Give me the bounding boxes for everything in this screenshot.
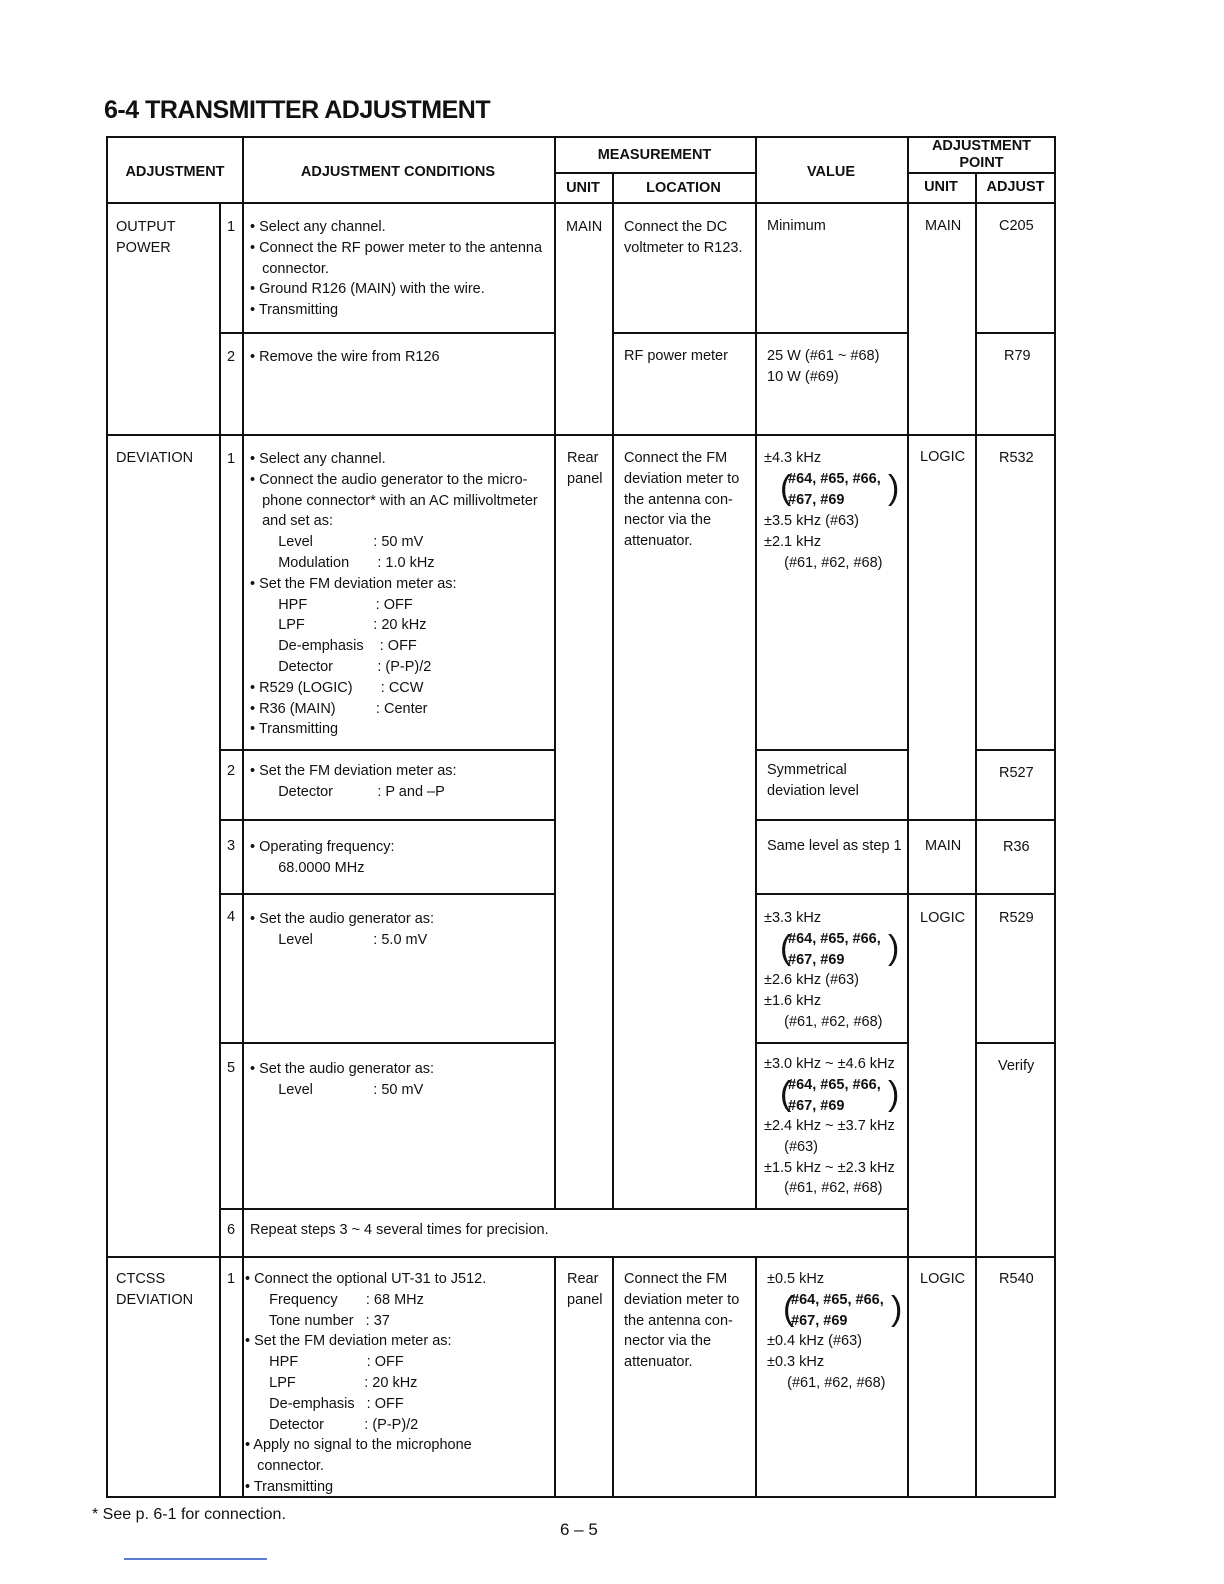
measurement-location: RF power meter [624, 348, 728, 364]
target-value: ±3.5 kHz (#63) ±2.1 kHz (#61, #62, #68) [764, 513, 883, 571]
scan-artifact-line [124, 1558, 267, 1560]
adjust-point: Verify [998, 1058, 1035, 1074]
step-number: 1 [227, 1271, 236, 1287]
grid-line [219, 332, 554, 334]
target-value: ±2.6 kHz (#63) ±1.6 kHz (#61, #62, #68) [764, 972, 883, 1030]
adjust-point: C205 [999, 218, 1034, 234]
adjustment-conditions: • Set the FM deviation meter as: Detector : P and –P [250, 763, 457, 800]
header-adjustment-point: ADJUSTMENT [931, 138, 1032, 154]
target-value: ±0.4 kHz (#63) ±0.3 kHz (#61, #62, #68) [767, 1333, 886, 1391]
grid-line [242, 138, 244, 1498]
grid-line [219, 204, 221, 1498]
footnote: * See p. 6-1 for connection. [92, 1506, 286, 1523]
adjustment-conditions: • Remove the wire from R126 [250, 349, 440, 365]
grid-line [907, 138, 909, 1498]
step-number: 2 [227, 763, 236, 779]
header-location: LOCATION [646, 180, 721, 196]
adjust-unit: MAIN [925, 838, 962, 854]
header-adjust: ADJUST [986, 179, 1045, 195]
step-number: 1 [227, 451, 236, 467]
model-list: #64, #65, #66, #67, #69 [788, 931, 881, 968]
brace-left: ( [783, 1290, 795, 1328]
adjust-point: R36 [1003, 839, 1030, 855]
adjust-unit: LOGIC [920, 910, 966, 926]
target-value: Same level as step 1 [767, 838, 902, 854]
brace-right: ) [888, 469, 900, 507]
model-list: #64, #65, #66, #67, #69 [791, 1292, 884, 1329]
ctcss-deviation-label: CTCSS [116, 1271, 166, 1287]
adjust-point: R79 [1004, 348, 1031, 364]
grid-line [612, 1256, 614, 1498]
grid-line [755, 1256, 757, 1498]
brace-right: ) [888, 929, 900, 967]
target-value: ±3.0 kHz ~ ±4.6 kHz [764, 1056, 895, 1072]
target-value: ±4.3 kHz [764, 450, 822, 466]
grid-line [755, 819, 1056, 821]
grid-line [219, 1208, 907, 1210]
grid-line [108, 1256, 1056, 1258]
header-adjustment: ADJUSTMENT [125, 164, 225, 180]
target-value: ±2.4 kHz ~ ±3.7 kHz (#63) ±1.5 kHz ~ ±2.3 kHz (#61, #62, #68) [764, 1118, 895, 1197]
adjustment-conditions: Repeat steps 3 ~ 4 several times for precision. [250, 1222, 549, 1238]
page-number: 6 – 5 [560, 1520, 598, 1539]
header-adj-unit: UNIT [924, 179, 958, 195]
adjustment-conditions: • Select any channel. • Connect the RF power meter to the antenna connector. • Ground R126 (MAIN) with the wire. • Transmitting [250, 219, 543, 319]
grid-line [219, 749, 554, 751]
adjust-unit: MAIN [925, 218, 962, 234]
adjustment-conditions: • Connect the optional UT-31 to J512. Frequency : 68 MHz Tone number : 37 • Set the FM deviation meter as: HPF : OFF LPF : 20 kHz De-emphasis : OFF Detector : (P-P)/2 • Apply no signal to the microphone connector. • Transmitting [245, 1271, 487, 1495]
target-value: ±0.5 kHz [767, 1271, 825, 1287]
grid-line [219, 819, 554, 821]
target-value: 25 W (#61 ~ #68) 10 W (#69) [767, 348, 880, 385]
adjust-point: R532 [999, 450, 1034, 466]
target-value: Minimum [767, 218, 826, 234]
grid-line [108, 434, 1056, 436]
target-value: Symmetrical deviation level [767, 762, 859, 799]
measurement-unit: Rear panel [567, 1271, 603, 1308]
grid-line [975, 749, 1056, 751]
grid-line [975, 174, 977, 1498]
grid-line [219, 893, 554, 895]
adjust-unit: LOGIC [920, 1271, 966, 1287]
brace-left: ( [780, 1075, 792, 1113]
adjustment-conditions: • Set the audio generator as: Level : 5.0 mV [250, 911, 435, 948]
brace-right: ) [891, 1290, 903, 1328]
deviation-label: DEVIATION [116, 450, 194, 466]
step-number: 3 [227, 838, 236, 854]
adjustment-conditions: • Operating frequency: 68.0000 MHz [250, 839, 395, 876]
grid-line [975, 1042, 1056, 1044]
grid-line [554, 1256, 556, 1498]
grid-line [907, 172, 1056, 174]
grid-line [108, 202, 1056, 204]
grid-line [612, 332, 907, 334]
grid-line [755, 1042, 907, 1044]
header-adjustment-point: POINT [959, 155, 1004, 171]
measurement-unit: MAIN [566, 219, 603, 235]
model-list: #64, #65, #66, #67, #69 [788, 1077, 881, 1114]
step-number: 2 [227, 349, 236, 365]
grid-line [612, 174, 614, 1208]
output-power-label: POWER [116, 240, 171, 256]
measurement-location: Connect the DC voltmeter to R123. [624, 219, 743, 256]
adjust-point: R527 [999, 765, 1034, 781]
measurement-unit: Rear panel [567, 450, 603, 487]
measurement-location: Connect the FM deviation meter to the antenna con- nector via the attenuator. [624, 1271, 740, 1371]
grid-line [554, 172, 755, 174]
brace-right: ) [888, 1075, 900, 1113]
grid-line [755, 749, 907, 751]
measurement-location: Connect the FM deviation meter to the antenna con- nector via the attenuator. [624, 450, 740, 550]
adjust-point: R540 [999, 1271, 1034, 1287]
step-number: 6 [227, 1222, 236, 1238]
header-value: VALUE [806, 164, 856, 180]
brace-left: ( [780, 929, 792, 967]
grid-line [975, 332, 1056, 334]
brace-left: ( [780, 469, 792, 507]
model-list: #64, #65, #66, #67, #69 [788, 471, 881, 508]
header-unit: UNIT [566, 180, 600, 196]
ctcss-deviation-label: DEVIATION [116, 1292, 194, 1308]
step-number: 5 [227, 1060, 236, 1076]
adjustment-table [106, 136, 1056, 1498]
grid-line [755, 893, 1056, 895]
header-conditions: ADJUSTMENT CONDITIONS [300, 164, 496, 180]
target-value: ±3.3 kHz [764, 910, 822, 926]
grid-line [755, 138, 757, 1208]
adjustment-conditions: • Set the audio generator as: Level : 50 mV [250, 1061, 435, 1098]
output-power-label: OUTPUT [116, 219, 176, 235]
adjustment-conditions: • Select any channel. • Connect the audio generator to the micro- phone connector* with an AC millivoltmeter and set as: Level : 50 mV Modulation : 1.0 kHz • Set the FM deviation meter as: HPF : OFF LPF : 20 kHz De-emphasis : OFF Detector : (P-P)/2 • R529 (LOGIC) : CCW • R36 (MAIN) : Center • Transmitting [250, 451, 538, 738]
step-number: 1 [227, 219, 236, 235]
adjust-unit: LOGIC [920, 449, 966, 465]
grid-line [554, 138, 556, 1208]
adjust-point: R529 [999, 910, 1034, 926]
step-number: 4 [227, 909, 236, 925]
grid-line [219, 1042, 554, 1044]
page-title: 6-4 TRANSMITTER ADJUSTMENT [104, 96, 491, 124]
header-measurement: MEASUREMENT [597, 147, 712, 163]
